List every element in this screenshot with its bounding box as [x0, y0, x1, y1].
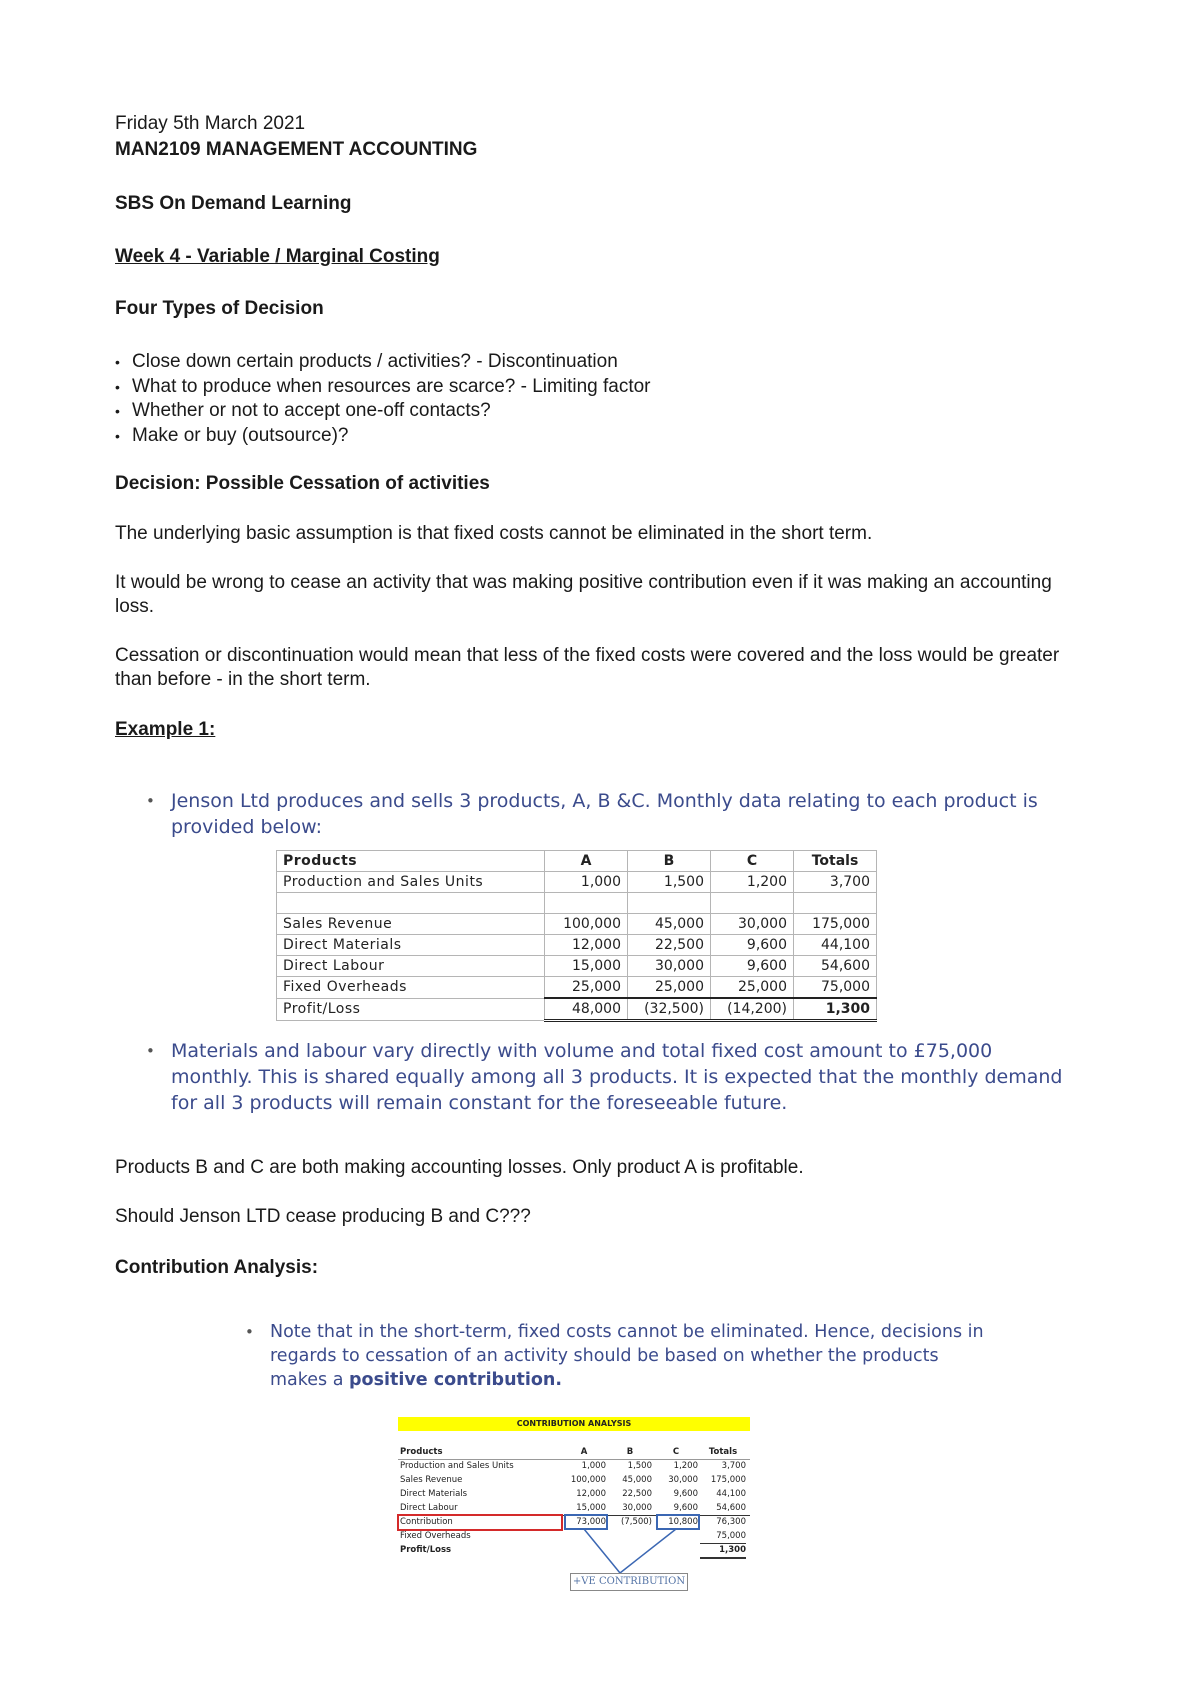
paragraph: Products B and C are both making accounting losses. Only product A is profitable.	[115, 1157, 804, 1178]
example-data-table	[276, 850, 877, 1022]
table-row: Direct Materials 12,000 22,500 9,600 44,100	[277, 935, 877, 956]
table-header-row: Products A B C Totals	[398, 1445, 750, 1460]
table-row: Profit/Loss 48,000 (32,500) (14,200) 1,300	[277, 998, 877, 1021]
module-title: MAN2109 MANAGEMENT ACCOUNTING	[115, 139, 478, 160]
example-note-bullet: • Materials and labour vary directly with volume and total fixed cost amount to £75,000 monthly. This is shared equally among all 3 products. It is expected that the monthly demand for all 3 products will remain constant for the foreseeable future.	[146, 1040, 1063, 1114]
bullet-icon: •	[146, 1042, 155, 1060]
contribution-banner: CONTRIBUTION ANALYSIS	[398, 1417, 750, 1431]
table-row: Sales Revenue 100,000 45,000 30,000 175,000	[277, 914, 877, 935]
contribution-note-bullet: • Note that in the short-term, fixed costs cannot be eliminated. Hence, decisions in regards to cessation of an activity should be based on whether the products makes a positive contribution.	[245, 1322, 984, 1390]
list-item: • Whether or not to accept one-off contacts?	[115, 399, 651, 424]
list-item: • Close down certain products / activities? - Discontinuation	[115, 350, 651, 375]
table-row: Direct Materials 12,000 22,500 9,600 44,100	[400, 1489, 746, 1499]
list-item: • What to produce when resources are scarce? - Limiting factor	[115, 375, 651, 400]
platform-label: SBS On Demand Learning	[115, 193, 352, 214]
decision-types-list	[115, 350, 651, 448]
date-line: Friday 5th March 2021	[115, 113, 306, 134]
table-row: Fixed Overheads 75,000	[398, 1529, 750, 1543]
table-row: Production and Sales Units 1,000 1,500 1,200 3,700	[277, 872, 877, 893]
paragraph: It would be wrong to cease an activity that was making positive contribution even if it was making an accounting loss.	[115, 572, 1052, 617]
list-item: • Make or buy (outsource)?	[115, 424, 651, 449]
table-row: Profit/Loss 1,300	[398, 1543, 750, 1557]
table-row: Direct Labour 15,000 30,000 9,600 54,600	[277, 956, 877, 977]
four-types-heading: Four Types of Decision	[115, 298, 324, 319]
bullet-icon: •	[245, 1323, 254, 1341]
table-row: Direct Labour 15,000 30,000 9,600 54,600	[398, 1501, 750, 1516]
paragraph: Should Jenson LTD cease producing B and C???	[115, 1206, 531, 1227]
cessation-heading: Decision: Possible Cessation of activities	[115, 473, 490, 494]
contribution-heading: Contribution Analysis:	[115, 1257, 319, 1278]
contribution-analysis-table	[398, 1417, 750, 1587]
table-row	[277, 893, 877, 914]
table-row: Contribution 73,000 (7,500) 10,800 76,300	[400, 1517, 746, 1527]
positive-contribution-label: +VE CONTRIBUTION	[570, 1573, 688, 1591]
example-intro-bullet: • Jenson Ltd produces and sells 3 products, A, B &C. Monthly data relating to each product is provided below:	[146, 790, 1038, 838]
table-row: Production and Sales Units 1,000 1,500 1,200 3,700	[400, 1461, 746, 1471]
example-heading: Example 1:	[115, 719, 216, 740]
paragraph: Cessation or discontinuation would mean that less of the fixed costs were covered and the loss would be greater than before - in the short term.	[115, 645, 1060, 690]
paragraph: The underlying basic assumption is that fixed costs cannot be eliminated in the short term.	[115, 523, 873, 544]
week-title: Week 4 - Variable / Marginal Costing	[115, 246, 440, 267]
table-header-row: Products A B C Totals	[277, 851, 877, 872]
bullet-icon: •	[146, 792, 155, 810]
table-row: Sales Revenue 100,000 45,000 30,000 175,000	[400, 1475, 746, 1485]
table-row: Fixed Overheads 25,000 25,000 25,000 75,000	[277, 977, 877, 999]
